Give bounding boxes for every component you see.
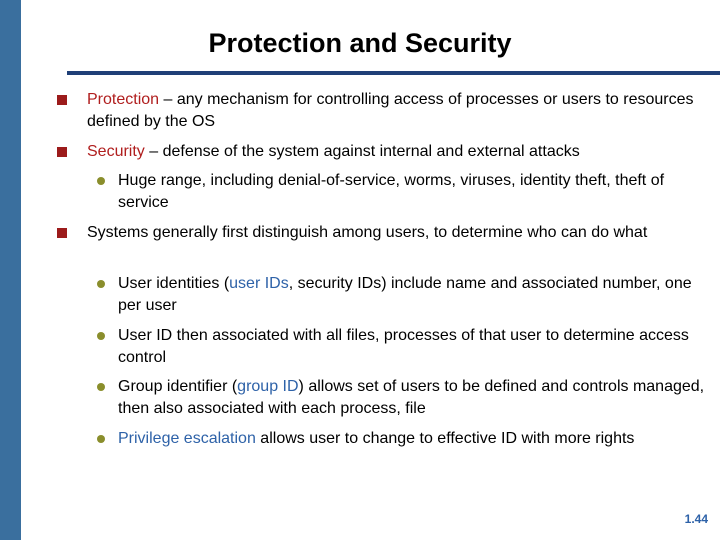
bullet-text: Systems generally first distinguish among users, to determine who can do what	[87, 224, 648, 241]
sub-bullet-text: Huge range, including denial-of-service, worms, viruses, identity theft, theft of service	[118, 172, 665, 211]
round-bullet-icon	[97, 177, 105, 185]
sub-bullet-huge-range	[118, 170, 708, 214]
square-bullet-icon	[57, 95, 67, 105]
sub-bullet-text: User ID then associated with all files, processes of that user to determine access control	[118, 327, 689, 366]
term-user-ids: user IDs	[229, 275, 289, 292]
slide-title: Protection and Security	[208, 28, 512, 58]
sub-bullet-text: allows user to change to effective ID with more rights	[255, 430, 635, 447]
bullet-security	[87, 141, 702, 163]
sub-bullet-privilege-escalation	[118, 428, 708, 450]
round-bullet-icon	[97, 383, 105, 391]
sub-bullet-text: , security IDs) include name and associated number, one per user	[118, 275, 692, 314]
round-bullet-icon	[97, 280, 105, 288]
sub-bullet-group-identifier	[118, 376, 708, 420]
sub-bullet-text: Group identifier (	[118, 378, 238, 395]
page-number: 1.44	[684, 512, 708, 526]
term-protection: Protection	[87, 91, 160, 108]
square-bullet-icon	[57, 228, 67, 238]
term-group-id: group ID	[237, 378, 299, 395]
sub-bullet-text: User identities (	[118, 275, 230, 292]
bullet-systems	[87, 222, 702, 244]
square-bullet-icon	[57, 147, 67, 157]
sub-bullet-user-identities	[118, 273, 708, 317]
term-security: Security	[87, 143, 145, 160]
bullet-protection	[87, 89, 702, 133]
bullet-text: – any mechanism for controlling access of processes or users to resources defined by the OS	[87, 91, 694, 130]
sub-bullet-user-id-files	[118, 325, 708, 369]
term-privilege-escalation: Privilege escalation	[118, 430, 256, 447]
sub-bullet-text: ) allows set of users to be defined and controls managed, then also associated with each process, file	[118, 378, 705, 417]
bullet-text: – defense of the system against internal and external attacks	[144, 143, 580, 160]
round-bullet-icon	[97, 332, 105, 340]
round-bullet-icon	[97, 435, 105, 443]
